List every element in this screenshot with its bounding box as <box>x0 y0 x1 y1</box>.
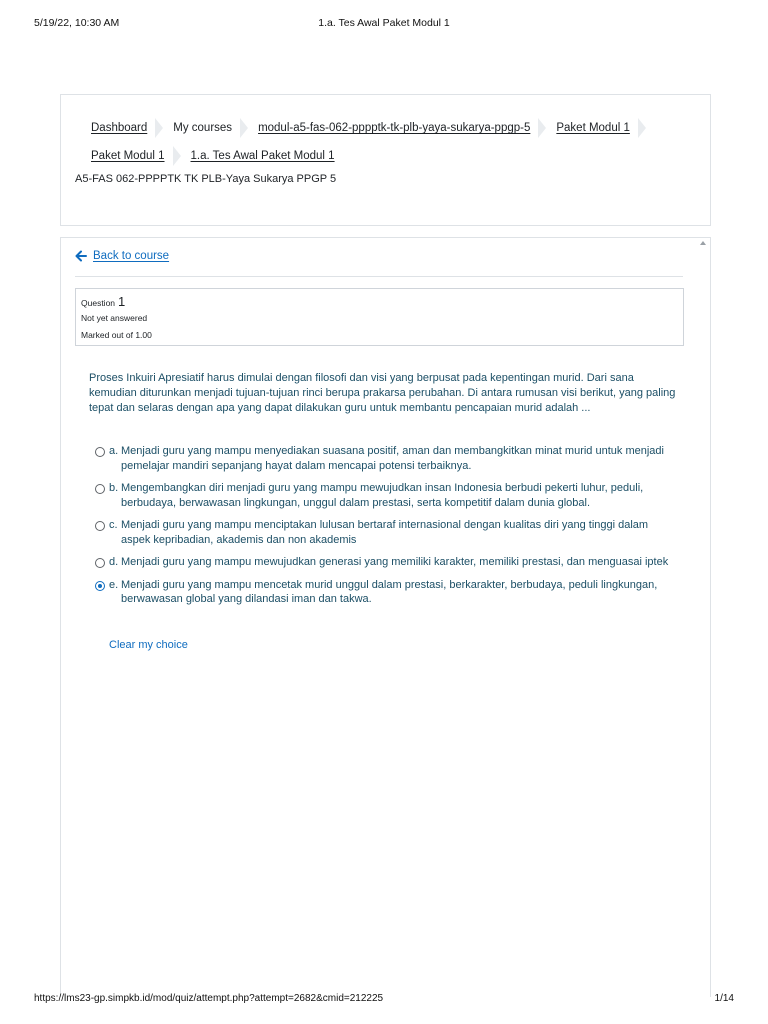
question-number <box>81 294 678 309</box>
breadcrumb <box>91 115 691 169</box>
breadcrumb-separator <box>638 118 648 138</box>
page-header <box>60 94 711 226</box>
answer-list <box>95 444 675 615</box>
answer-option-b[interactable] <box>95 481 675 511</box>
answer-text: Menjadi guru yang mampu menyediakan suasana positif, aman dan membangkitkan minat murid untuk menjadi pemelajar mandiri sepanjang hayat dalam mencapai potensi terbaiknya. <box>121 445 664 472</box>
breadcrumb-separator <box>240 118 250 138</box>
back-to-course-label: Back to course <box>93 250 170 262</box>
answer-text: Menjadi guru yang mampu mewujudkan generasi yang memiliki karakter, memiliki prestasi, dan menguasai iptek <box>121 556 669 569</box>
radio-button[interactable] <box>95 521 105 531</box>
breadcrumb-row <box>91 143 691 169</box>
answer-text: Mengembangkan diri menjadi guru yang mampu mewujudkan insan Indonesia berbudi pekerti luhur, peduli, berbudaya, berwawasan lingkungan, unggul dalam prestasi, serta kompetitif dalam dunia global. <box>121 482 644 509</box>
radio-button[interactable] <box>95 484 105 494</box>
radio-button[interactable] <box>95 558 105 568</box>
breadcrumb-separator <box>173 146 183 166</box>
question-info-box <box>75 288 684 346</box>
breadcrumb-separator <box>538 118 548 138</box>
breadcrumb-paket-modul[interactable]: Paket Modul 1 <box>556 122 630 134</box>
question-state: Not yet answered <box>81 313 148 323</box>
arrow-left-icon <box>75 250 87 262</box>
breadcrumb-quiz[interactable]: 1.a. Tes Awal Paket Modul 1 <box>190 150 335 162</box>
answer-letter: b. <box>109 482 119 495</box>
breadcrumb-separator <box>155 118 165 138</box>
breadcrumb-dashboard[interactable]: Dashboard <box>91 122 148 134</box>
scroll-up-icon[interactable] <box>700 241 706 245</box>
print-title: 1.a. Tes Awal Paket Modul 1 <box>318 17 450 29</box>
answer-letter: d. <box>109 556 119 569</box>
question-number-value: 1 <box>118 294 126 309</box>
breadcrumb-course[interactable]: modul-a5-fas-062-pppptk-tk-plb-yaya-sukarya-ppgp-5 <box>258 122 531 134</box>
answer-letter: c. <box>109 519 118 532</box>
print-url: https://lms23-gp.simpkb.id/mod/quiz/attempt.php?attempt=2682&cmid=212225 <box>34 993 384 1004</box>
print-header <box>0 17 768 31</box>
answer-option-a[interactable] <box>95 444 675 474</box>
question-label: Question <box>81 298 116 308</box>
clear-choice-link[interactable]: Clear my choice <box>109 639 188 651</box>
print-date: 5/19/22, 10:30 AM <box>34 17 120 29</box>
breadcrumb-paket-modul-section[interactable]: Paket Modul 1 <box>91 150 165 162</box>
answer-option-c[interactable] <box>95 518 675 548</box>
back-to-course-link[interactable] <box>75 250 169 262</box>
radio-button[interactable] <box>95 447 105 457</box>
answer-text: Menjadi guru yang mampu mencetak murid unggul dalam prestasi, berkarakter, berbudaya, peduli lingkungan, berwawasan global yang dilandasi iman dan takwa. <box>121 578 658 606</box>
answer-option-d[interactable] <box>95 555 675 570</box>
question-grade: Marked out of 1.00 <box>81 330 152 340</box>
radio-button[interactable] <box>95 581 105 591</box>
print-page-number: 1/14 <box>714 993 734 1004</box>
breadcrumb-my-courses: My courses <box>173 122 233 134</box>
course-title: A5-FAS 062-PPPPTK TK PLB-Yaya Sukarya PPGP 5 <box>75 173 337 185</box>
print-footer <box>0 993 768 1007</box>
divider <box>75 276 683 277</box>
answer-letter: a. <box>109 445 119 457</box>
question-text: Proses Inkuiri Apresiatif harus dimulai dengan filosofi dan visi yang berpusat pada kepentingan murid. Dari sana kemudian diturunkan menjadi tujuan-tujuan rinci berupa prakarsa perubahan. Di antara rumusan visi berikut, yang paling tepat dan selaras dengan apa yang dapat dilakukan guru untuk membantu pencapaian murid adalah ... <box>89 372 676 414</box>
answer-text: Menjadi guru yang mampu menciptakan lulusan bertaraf internasional dengan kualitas diri yang tinggi dalam aspek kepribadian, akademis dan non akademis <box>121 519 649 546</box>
quiz-content <box>60 237 711 997</box>
answer-letter: e. <box>109 578 119 591</box>
answer-option-e[interactable] <box>95 578 675 608</box>
breadcrumb-row <box>91 115 691 141</box>
